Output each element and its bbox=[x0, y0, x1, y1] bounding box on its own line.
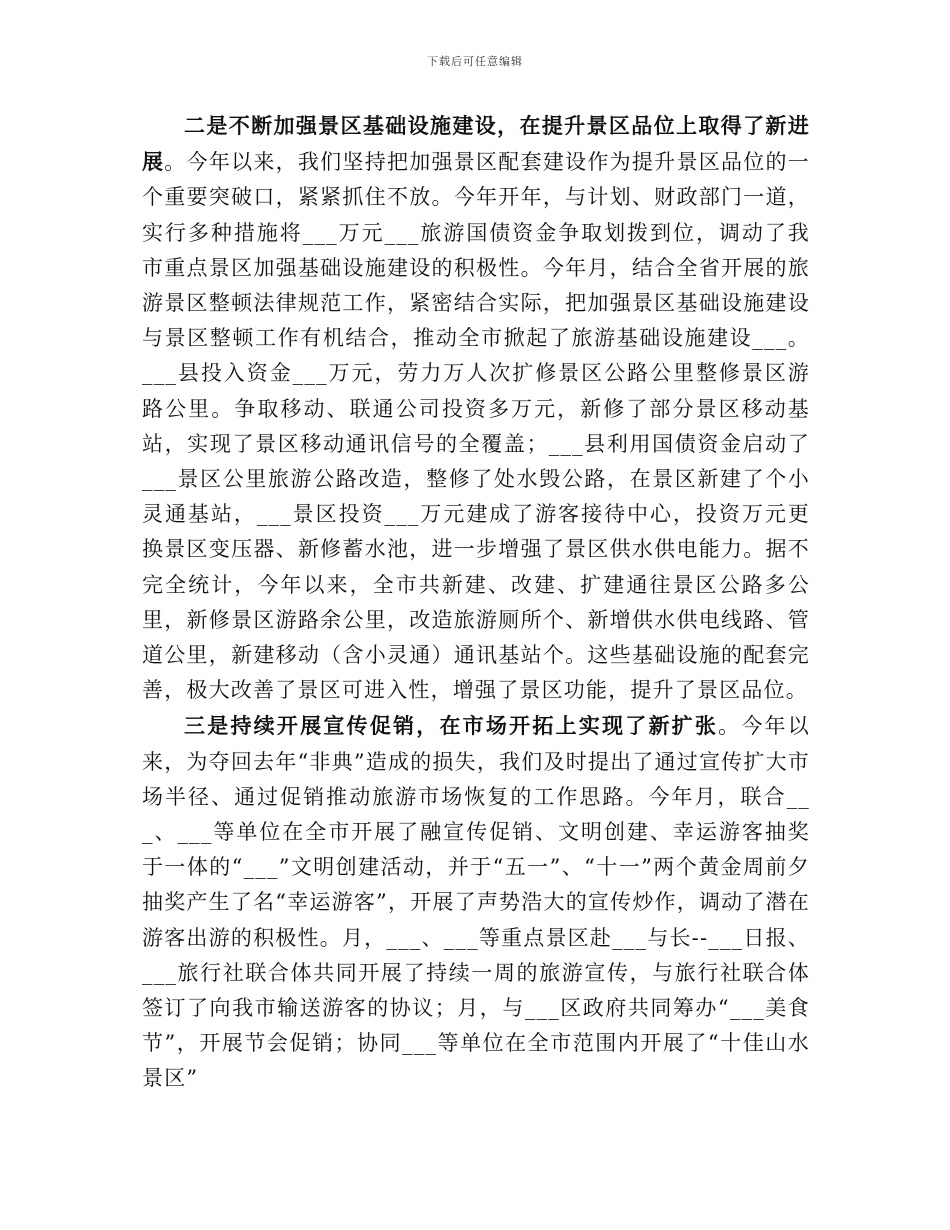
paragraph-body-text: 。今年以来，我们坚持把加强景区配套建设作为提升景区品位的一个重要突破口，紧紧抓住不放。今年开年，与计划、财政部门一道，实行多种措施将___万元___旅游国债资金争取划拨到位，调动了我市重点景区加强基础设施建设的积极性。今年月，结合全省开展的旅游景区整顿法律规范工作，紧密结合实际，把加强景区基础设施建设与景区整顿工作有机结合，推动全市掀起了旅游基础设施建设___。___县投入资金___万元，劳力万人次扩修景区公路公里整修景区游路公里。争取移动、联通公司投资多万元，新修了部分景区移动基站，实现了景区移动通讯信号的全覆盖；___县利用国债资金启动了___景区公里旅游公路改造，整修了处水毁公路，在景区新建了个小灵通基站，___景区投资___万元建成了游客接待中心，投资万元更换景区变压器、新修蓄水池，进一步增强了景区供水供电能力。据不完全统计，今年以来，全市共新建、改建、扩建通往景区公路多公里，新修景区游路余公里，改造旅游厕所个、新增供水供电线路、管道公里，新建移动（含小灵通）通讯基站个。这些基础设施的配套完善，极大改善了景区可进入性，增强了景区功能，提升了景区品位。 bbox=[142, 150, 810, 703]
document-body bbox=[142, 108, 810, 1097]
paragraph-lead-heading: 二是不断加强景区基础设施建设，在提升景区品位上取得了新进展 bbox=[142, 113, 810, 175]
paragraph-promotion bbox=[142, 708, 810, 1096]
page-header-note: 下载后可任意编辑 bbox=[427, 55, 523, 68]
paragraph-body-text: 。今年以来，为夺回去年“非典”造成的损失，我们及时提出了通过宣传扩大市场半径、通过促销推动旅游市场恢复的工作思路。今年月，联合___、___等单位在全市开展了融宣传促销、文明创建、幸运游客抽奖于一体的“___”文明创建活动，并于“五一”、“十一”两个黄金周前夕抽奖产生了名“幸运游客”，开展了声势浩大的宣传炒作，调动了潜在游客出游的积极性。月，___、___等重点景区赴___与长--___日报、___旅行社联合体共同开展了持续一周的旅游宣传，与旅行社联合体签订了向我市输送游客的协议；月，与___区政府共同筹办“___美食节”，开展节会促销；协同___等单位在全市范围内开展了“十佳山水景区” bbox=[142, 714, 810, 1091]
paragraph-infrastructure bbox=[142, 108, 810, 708]
paragraph-lead-heading: 三是持续开展宣传促销，在市场开拓上实现了新扩张 bbox=[184, 713, 719, 739]
